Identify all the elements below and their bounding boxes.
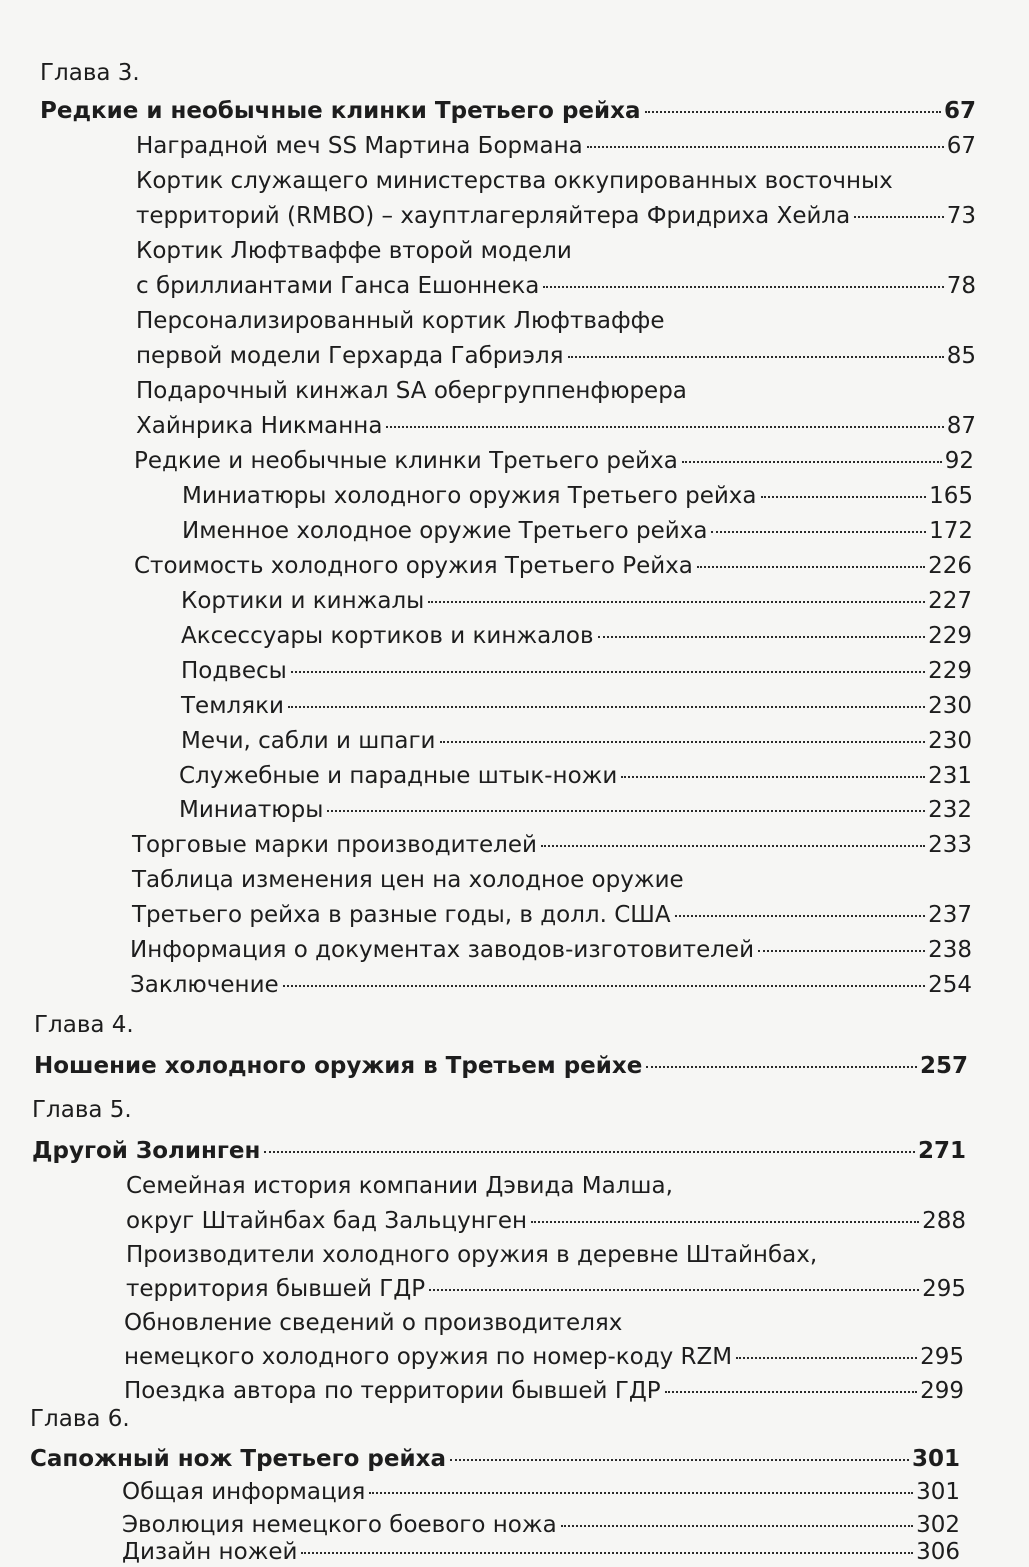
- page-number: 165: [929, 483, 973, 509]
- toc-entry: [181, 726, 972, 756]
- entry-title: Обновление сведений о производителях: [124, 1310, 623, 1336]
- entry-title: территория бывшей ГДР: [126, 1276, 426, 1302]
- chapter-title-row: [40, 96, 976, 126]
- dot-leader: [369, 1492, 913, 1494]
- toc-entry: [182, 481, 973, 511]
- page-number: 301: [916, 1479, 960, 1505]
- entry-title: Аксессуары кортиков и кинжалов: [181, 623, 594, 649]
- page-number: 306: [916, 1539, 960, 1565]
- toc-entry: [124, 1342, 964, 1372]
- dot-leader: [264, 1151, 915, 1153]
- dot-leader: [646, 1066, 917, 1068]
- chapter-title-row: [34, 1051, 968, 1081]
- toc-entry: [124, 1376, 964, 1406]
- toc-entry: [122, 1510, 960, 1540]
- dot-leader: [428, 601, 925, 603]
- chapter-label: Глава 3.: [40, 60, 140, 86]
- entry-title: немецкого холодного оружия по номер-коду RZM: [124, 1344, 733, 1370]
- dot-leader: [598, 636, 926, 638]
- dot-leader: [561, 1525, 913, 1527]
- entry-title: Семейная история компании Дэвида Малша,: [126, 1173, 673, 1199]
- page-number: 85: [946, 343, 976, 369]
- dot-leader: [711, 531, 926, 533]
- dot-leader: [531, 1221, 919, 1223]
- toc-entry: [136, 131, 976, 161]
- toc-entry: [179, 795, 972, 825]
- page-number: 230: [928, 728, 972, 754]
- page-number: 237: [928, 902, 972, 928]
- dot-leader: [761, 496, 927, 498]
- dot-leader: [541, 845, 925, 847]
- entry-title: Заключение: [130, 972, 279, 998]
- entry-title: с бриллиантами Ганса Ешоннека: [136, 273, 540, 299]
- toc-entry: [132, 830, 972, 860]
- entry-title: Редкие и необычные клинки Третьего рейха: [134, 448, 678, 474]
- dot-leader: [854, 216, 943, 218]
- entry-title: Поездка автора по территории бывшей ГДР: [124, 1378, 661, 1404]
- entry-title: Мечи, сабли и шпаги: [181, 728, 436, 754]
- chapter-label: Глава 5.: [32, 1097, 132, 1123]
- entry-title: Торговые марки производителей: [132, 832, 537, 858]
- page-number: 230: [928, 693, 972, 719]
- page-number: 302: [916, 1512, 960, 1538]
- entry-title: Производители холодного оружия в деревне Штайнбах,: [126, 1242, 818, 1268]
- toc-entry: [181, 621, 972, 651]
- page-number: 238: [928, 937, 972, 963]
- dot-leader: [587, 146, 944, 148]
- toc-entry: [181, 691, 972, 721]
- entry-title: Персонализированный кортик Люфтваффе: [136, 308, 665, 334]
- toc-entry: [134, 551, 972, 581]
- dot-leader: [450, 1459, 909, 1461]
- chapter-label: Глава 4.: [34, 1012, 134, 1038]
- toc-entry: [122, 1477, 960, 1507]
- entry-title: территорий (RMBO) – хауптлагерляйтера Фридриха Хейла: [136, 203, 851, 229]
- entry-title: Кортик Люфтваффе второй модели: [136, 238, 572, 264]
- entry-title: Таблица изменения цен на холодное оружие: [132, 867, 684, 893]
- page-number: 295: [920, 1344, 964, 1370]
- dot-leader: [291, 671, 925, 673]
- chapter-title-row: [30, 1444, 960, 1474]
- toc-entry: [126, 1274, 966, 1304]
- dot-leader: [675, 915, 925, 917]
- entry-title: Общая информация: [122, 1479, 366, 1505]
- page-number: 254: [928, 972, 972, 998]
- dot-leader: [621, 776, 925, 778]
- chapter-title: Сапожный нож Третьего рейха: [30, 1446, 446, 1472]
- toc-entry: [136, 341, 976, 371]
- entry-title: Служебные и парадные штык-ножи: [179, 763, 618, 789]
- entry-title: первой модели Герхарда Габриэля: [136, 343, 564, 369]
- chapter-title: Другой Золинген: [32, 1138, 261, 1164]
- page-number: 299: [920, 1378, 964, 1404]
- entry-title: Хайнрика Никманна: [136, 413, 383, 439]
- entry-title: Темляки: [181, 693, 284, 719]
- page-number: 288: [922, 1208, 966, 1234]
- page-number: 232: [928, 797, 972, 823]
- dot-leader: [288, 706, 925, 708]
- dot-leader: [758, 950, 925, 952]
- dot-leader: [283, 985, 925, 987]
- dot-leader: [736, 1357, 917, 1359]
- entry-title: Подарочный кинжал SA обергруппенфюрера: [136, 378, 687, 404]
- entry-title: округ Штайнбах бад Зальцунген: [126, 1208, 528, 1234]
- dot-leader: [645, 111, 941, 113]
- page-number: 295: [922, 1276, 966, 1302]
- page-number: 231: [928, 763, 972, 789]
- toc-entry: [181, 656, 972, 686]
- toc-entry: [136, 411, 976, 441]
- dot-leader: [429, 1289, 919, 1291]
- toc-entry: [134, 446, 974, 476]
- chapter-title: Ношение холодного оружия в Третьем рейхе: [34, 1053, 643, 1079]
- entry-title: Стоимость холодного оружия Третьего Рейха: [134, 553, 693, 579]
- dot-leader: [682, 461, 942, 463]
- toc-entry: [122, 1537, 960, 1567]
- entry-title: Миниатюры холодного оружия Третьего рейха: [182, 483, 757, 509]
- dot-leader: [386, 426, 943, 428]
- chapter-title-row: [32, 1136, 966, 1166]
- dot-leader: [301, 1552, 913, 1554]
- toc-entry: [136, 271, 976, 301]
- page-number: 227: [928, 588, 972, 614]
- toc-entry: [126, 1206, 966, 1236]
- toc-entry: [130, 970, 972, 1000]
- page-number: 226: [928, 553, 972, 579]
- dot-leader: [543, 286, 943, 288]
- page-number: 67: [946, 133, 976, 159]
- entry-title: Именное холодное оружие Третьего рейха: [182, 518, 708, 544]
- page-number: 229: [928, 658, 972, 684]
- chapter-title: Редкие и необычные клинки Третьего рейха: [40, 98, 641, 124]
- page-number: 233: [928, 832, 972, 858]
- entry-title: Наградной меч SS Мартина Бормана: [136, 133, 583, 159]
- toc-entry: [136, 201, 976, 231]
- entry-title: Информация о документах заводов-изготовителей: [130, 937, 755, 963]
- page-number: 67: [943, 98, 976, 124]
- dot-leader: [665, 1391, 917, 1393]
- page-number: 73: [946, 203, 976, 229]
- page-number: 87: [946, 413, 976, 439]
- page-number: 229: [928, 623, 972, 649]
- dot-leader: [568, 356, 944, 358]
- page-number: 172: [929, 518, 973, 544]
- entry-title: Кортики и кинжалы: [181, 588, 425, 614]
- entry-title: Подвесы: [181, 658, 287, 684]
- dot-leader: [697, 566, 925, 568]
- page-number: 78: [946, 273, 976, 299]
- entry-title: Кортик служащего министерства оккупированных восточных: [136, 168, 893, 194]
- toc-entry: [182, 516, 973, 546]
- chapter-label: Глава 6.: [30, 1406, 130, 1432]
- page-number: 301: [911, 1446, 960, 1472]
- page-number: 92: [944, 448, 974, 474]
- entry-title: Дизайн ножей: [122, 1539, 298, 1565]
- dot-leader: [440, 741, 926, 743]
- page-number: 271: [917, 1138, 966, 1164]
- toc-entry: [132, 900, 972, 930]
- entry-title: Миниатюры: [179, 797, 324, 823]
- entry-title: Третьего рейха в разные годы, в долл. США: [132, 902, 671, 928]
- dot-leader: [327, 810, 925, 812]
- toc-entry: [181, 586, 972, 616]
- page-number: 257: [919, 1053, 968, 1079]
- entry-title: Эволюция немецкого боевого ножа: [122, 1512, 557, 1538]
- toc-entry: [130, 935, 972, 965]
- toc-entry: [179, 761, 972, 791]
